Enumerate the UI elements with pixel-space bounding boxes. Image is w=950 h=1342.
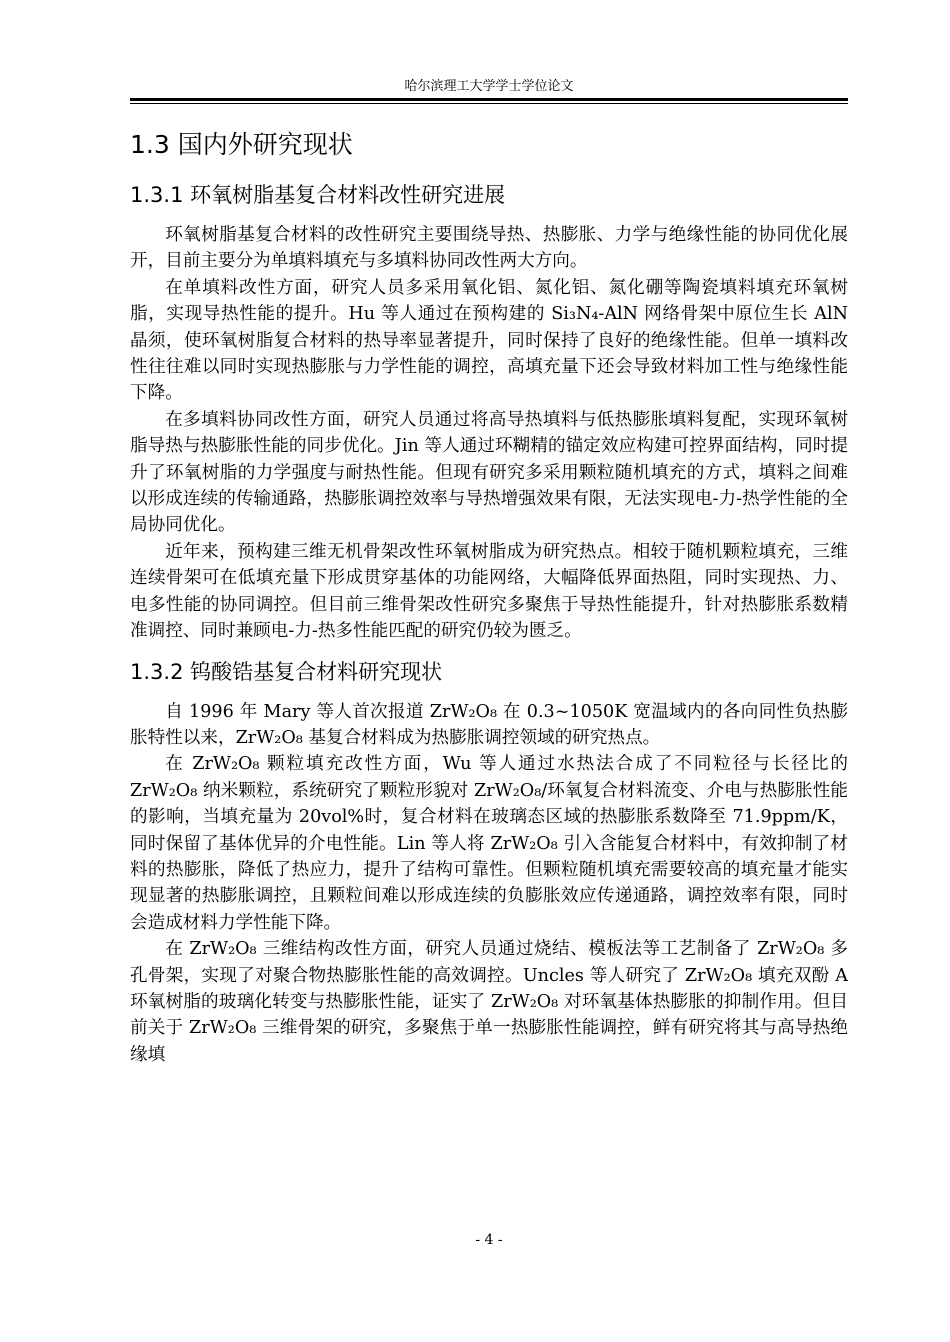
section-heading: 1.3 国内外研究现状 xyxy=(130,130,353,159)
body-paragraph: 在 ZrW₂O₈ 三维结构改性方面，研究人员通过烧结、模板法等工艺制备了 ZrW₂O₈ 多孔骨架，实现了对聚合物热膨胀性能的高效调控。Uncles 等人研究了 ZrW₂O₈ 填充双酚 A 环氧树脂的玻璃化转变与热膨胀性能，证实了 ZrW₂O₈ 对环氧基体热膨胀的抑制作用。但目前关于 ZrW₂O₈ 三维骨架的研究，多聚焦于单一热膨胀性能调控，鲜有研究将其与高导热绝缘填 xyxy=(130,939,848,1065)
running-header: 哈尔滨理工大学学士学位论文 xyxy=(404,79,574,94)
body-paragraph: 在 ZrW₂O₈ 颗粒填充改性方面，Wu 等人通过水热法合成了不同粒径与长径比的 ZrW₂O₈ 纳米颗粒，系统研究了颗粒形貌对 ZrW₂O₈/环氧复合材料流变、介电与热膨胀性能的影响，当填充量为 20vol%时，复合材料在玻璃态区域的热膨胀系数降至 71.9ppm/K，同时保留了基体优异的介电性能。Lin 等人将 ZrW₂O₈ 引入含能复合材料中，有效抑制了材料的热膨胀，降低了热应力，提升了结构可靠性。但颗粒随机填充需要较高的填充量才能实现显著的热膨胀调控，且颗粒间难以形成连续的负膨胀效应传递通路，调控效率有限，同时会造成材料力学性能下降。 xyxy=(130,754,848,933)
subsection-heading: 1.3.2 钨酸锆基复合材料研究现状 xyxy=(130,659,443,684)
body-paragraph: 近年来，预构建三维无机骨架改性环氧树脂成为研究热点。相较于随机颗粒填充，三维连续骨架可在低填充量下形成贯穿基体的功能网络，大幅降低界面热阻，同时实现热、力、电多性能的协同调控。但目前三维骨架改性研究多聚焦于导热性能提升，针对热膨胀系数精准调控、同时兼顾电-力-热多性能匹配的研究仍较为匮乏。 xyxy=(130,541,848,642)
body-paragraph: 在单填料改性方面，研究人员多采用氧化铝、氮化铝、氮化硼等陶瓷填料填充环氧树脂，实现导热性能的提升。Hu 等人通过在预构建的 Si₃N₄-AlN 网络骨架中原位生长 AlN 晶须，使环氧树脂复合材料的热导率显著提升，同时保持了良好的绝缘性能。但单一填料改性往往难以同时实现热膨胀与力学性能的调控，高填充量下还会导致材料加工性与绝缘性能下降。 xyxy=(130,277,848,404)
body-paragraph: 在多填料协同改性方面，研究人员通过将高导热填料与低热膨胀填料复配，实现环氧树脂导热与热膨胀性能的同步优化。Jin 等人通过环糊精的锚定效应构建可控界面结构，同时提升了环氧树脂的力学强度与耐热性能。但现有研究多采用颗粒随机填充的方式，填料之间难以形成连续的传输通路，热膨胀调控效率与导热增强效果有限，无法实现电-力-热学性能的全局协同优化。 xyxy=(130,409,848,536)
page-content xyxy=(130,128,848,1068)
page-number: - 4 - xyxy=(475,1232,503,1248)
body-paragraph: 自 1996 年 Mary 等人首次报道 ZrW₂O₈ 在 0.3~1050K 宽温域内的各向同性负热膨胀特性以来，ZrW₂O₈ 基复合材料成为热膨胀调控领域的研究热点。 xyxy=(130,701,848,748)
subsection-heading: 1.3.1 环氧树脂基复合材料改性研究进展 xyxy=(130,183,506,207)
body-paragraph: 环氧树脂基复合材料的改性研究主要围绕导热、热膨胀、力学与绝缘性能的协同优化展开，目前主要分为单填料填充与多填料协同改性两大方向。 xyxy=(130,225,848,272)
header-rule-thick xyxy=(130,98,848,101)
header-rule-thin xyxy=(130,103,848,104)
